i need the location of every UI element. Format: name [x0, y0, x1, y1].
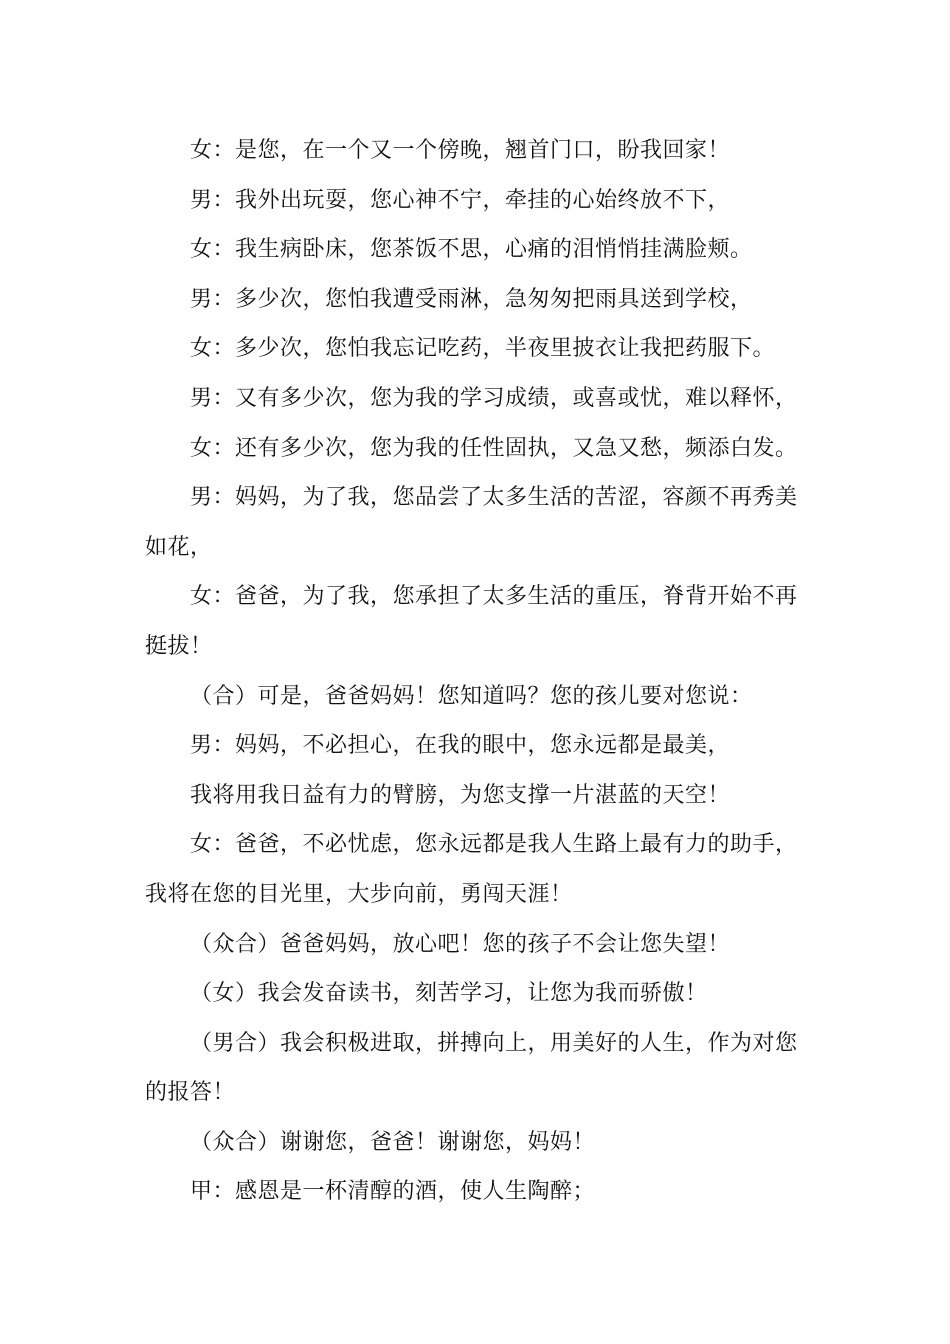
text-line-continuation: 的报答！ [145, 1080, 236, 1106]
text-line: 女：我生病卧床，您茶饭不思，心痛的泪悄悄挂满脸颊。 [190, 237, 753, 263]
text-line: 男：多少次，您怕我遭受雨淋，急匆匆把雨具送到学校， [190, 286, 753, 312]
text-line: 甲：感恩是一杯清醇的酒，使人生陶醉； [190, 1179, 596, 1205]
text-line: 男：妈妈，不必担心，在我的眼中，您永远都是最美， [190, 733, 731, 759]
text-line: （众合）谢谢您，爸爸！谢谢您，妈妈！ [190, 1129, 596, 1155]
document-body [145, 129, 807, 1220]
text-line-continuation: 我将在您的目光里，大步向前，勇闯天涯！ [145, 881, 573, 907]
text-line: 女：还有多少次，您为我的任性固执，又急又愁，频添白发。 [190, 435, 798, 461]
text-line-continuation: 挺拔！ [145, 633, 213, 659]
text-line: 男：妈妈，为了我，您品尝了太多生活的苦涩，容颜不再秀美 [190, 485, 798, 511]
text-line: （众合）爸爸妈妈，放心吧！您的孩子不会让您失望！ [190, 931, 731, 957]
text-line: （男合）我会积极进取，拼搏向上，用美好的人生，作为对您 [190, 1030, 798, 1056]
text-line: 女：是您，在一个又一个傍晚，翘首门口，盼我回家！ [190, 138, 731, 163]
text-line: （女）我会发奋读书，刻苦学习，让您为我而骄傲！ [190, 981, 708, 1007]
text-line: 男：又有多少次，您为我的学习成绩，或喜或忧，难以释怀， [190, 385, 798, 411]
text-line: （合）可是，爸爸妈妈！您知道吗？您的孩儿要对您说： [190, 683, 753, 709]
text-line: 男：我外出玩耍，您心神不宁，牵挂的心始终放不下， [190, 187, 731, 213]
text-line: 女：多少次，您怕我忘记吃药，半夜里披衣让我把药服下。 [190, 336, 776, 362]
text-line: 我将用我日益有力的臂膀，为您支撑一片湛蓝的天空！ [190, 782, 731, 808]
text-line: 女：爸爸，不必忧虑，您永远都是我人生路上最有力的助手， [190, 832, 798, 858]
text-line: 女：爸爸，为了我，您承担了太多生活的重压，脊背开始不再 [190, 584, 798, 610]
text-line-continuation: 如花， [145, 534, 213, 560]
